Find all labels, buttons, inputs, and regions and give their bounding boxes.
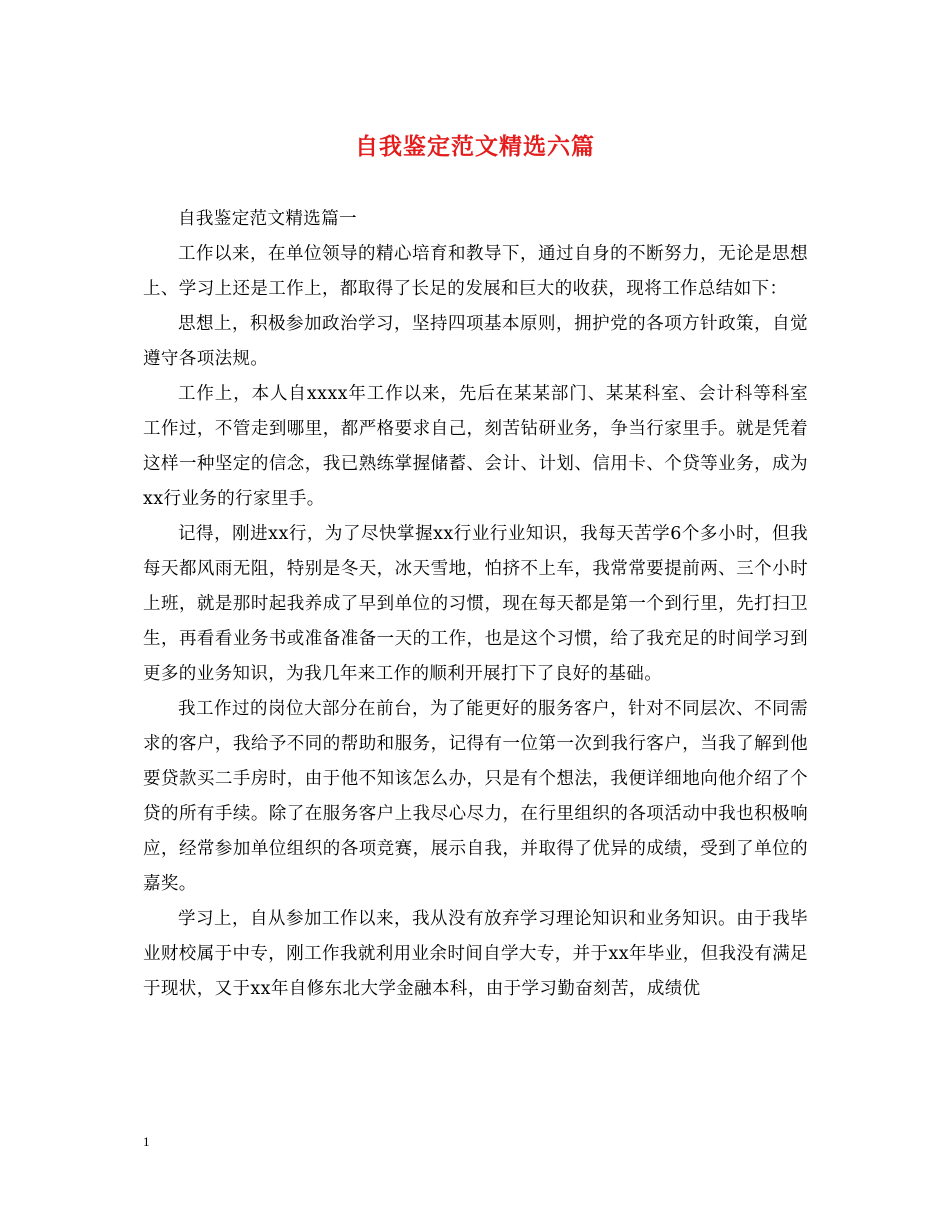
paragraph-service: 我工作过的岗位大部分在前台，为了能更好的服务客户，针对不同层次、不同需求的客户，我给予不同的帮助和服务，记得有一位第一次到我行客户，当我了解到他要贷款买二手房时，由于他不知该怎么办，只是有个想法，我便详细地向他介绍了个贷的所有手续。除了在服务客户上我尽心尽力，在行里组织的各项活动中我也积极响应，经常参加单位组织的各项竞赛，展示自我，并取得了优异的成绩，受到了单位的嘉奖。 (143, 699, 808, 894)
document-body (143, 202, 808, 1007)
paragraph-intro: 工作以来，在单位领导的精心培育和教导下，通过自身的不断努力，无论是思想上、学习上还是工作上，都取得了长足的发展和巨大的收获，现将工作总结如下： (143, 244, 808, 299)
document-title: 自我鉴定范文精选六篇 (355, 133, 595, 160)
paragraph-study: 学习上，自从参加工作以来，我从没有放弃学习理论知识和业务知识。由于我毕业财校属于中专，刚工作我就利用业余时间自学大专，并于xx年毕业，但我没有满足于现状，又于xx年自修东北大学金融本科，由于学习勤奋刻苦，成绩优 (143, 909, 808, 999)
section-heading: 自我鉴定范文精选篇一 (178, 209, 357, 229)
page-number: 1 (143, 1134, 150, 1149)
paragraph-memory: 记得，刚进xx行，为了尽快掌握xx行业行业知识，我每天苦学6个多小时，但我每天都风雨无阻，特别是冬天，冰天雪地，怕挤不上车，我常常要提前两、三个小时上班，就是那时起我养成了早到单位的习惯，现在每天都是第一个到行里，先打扫卫生，再看看业务书或准备准备一天的工作，也是这个习惯，给了我充足的时间学习到更多的业务知识，为我几年来工作的顺利开展打下了良好的基础。 (143, 524, 808, 684)
paragraph-thought: 思想上，积极参加政治学习，坚持四项基本原则，拥护党的各项方针政策，自觉遵守各项法规。 (143, 314, 808, 369)
paragraph-work: 工作上，本人自xxxx年工作以来，先后在某某部门、某某科室、会计科等科室工作过，不管走到哪里，都严格要求自己，刻苦钻研业务，争当行家里手。就是凭着这样一种坚定的信念，我已熟练掌握储蓄、会计、计划、信用卡、个贷等业务，成为xx行业务的行家里手。 (143, 384, 808, 509)
